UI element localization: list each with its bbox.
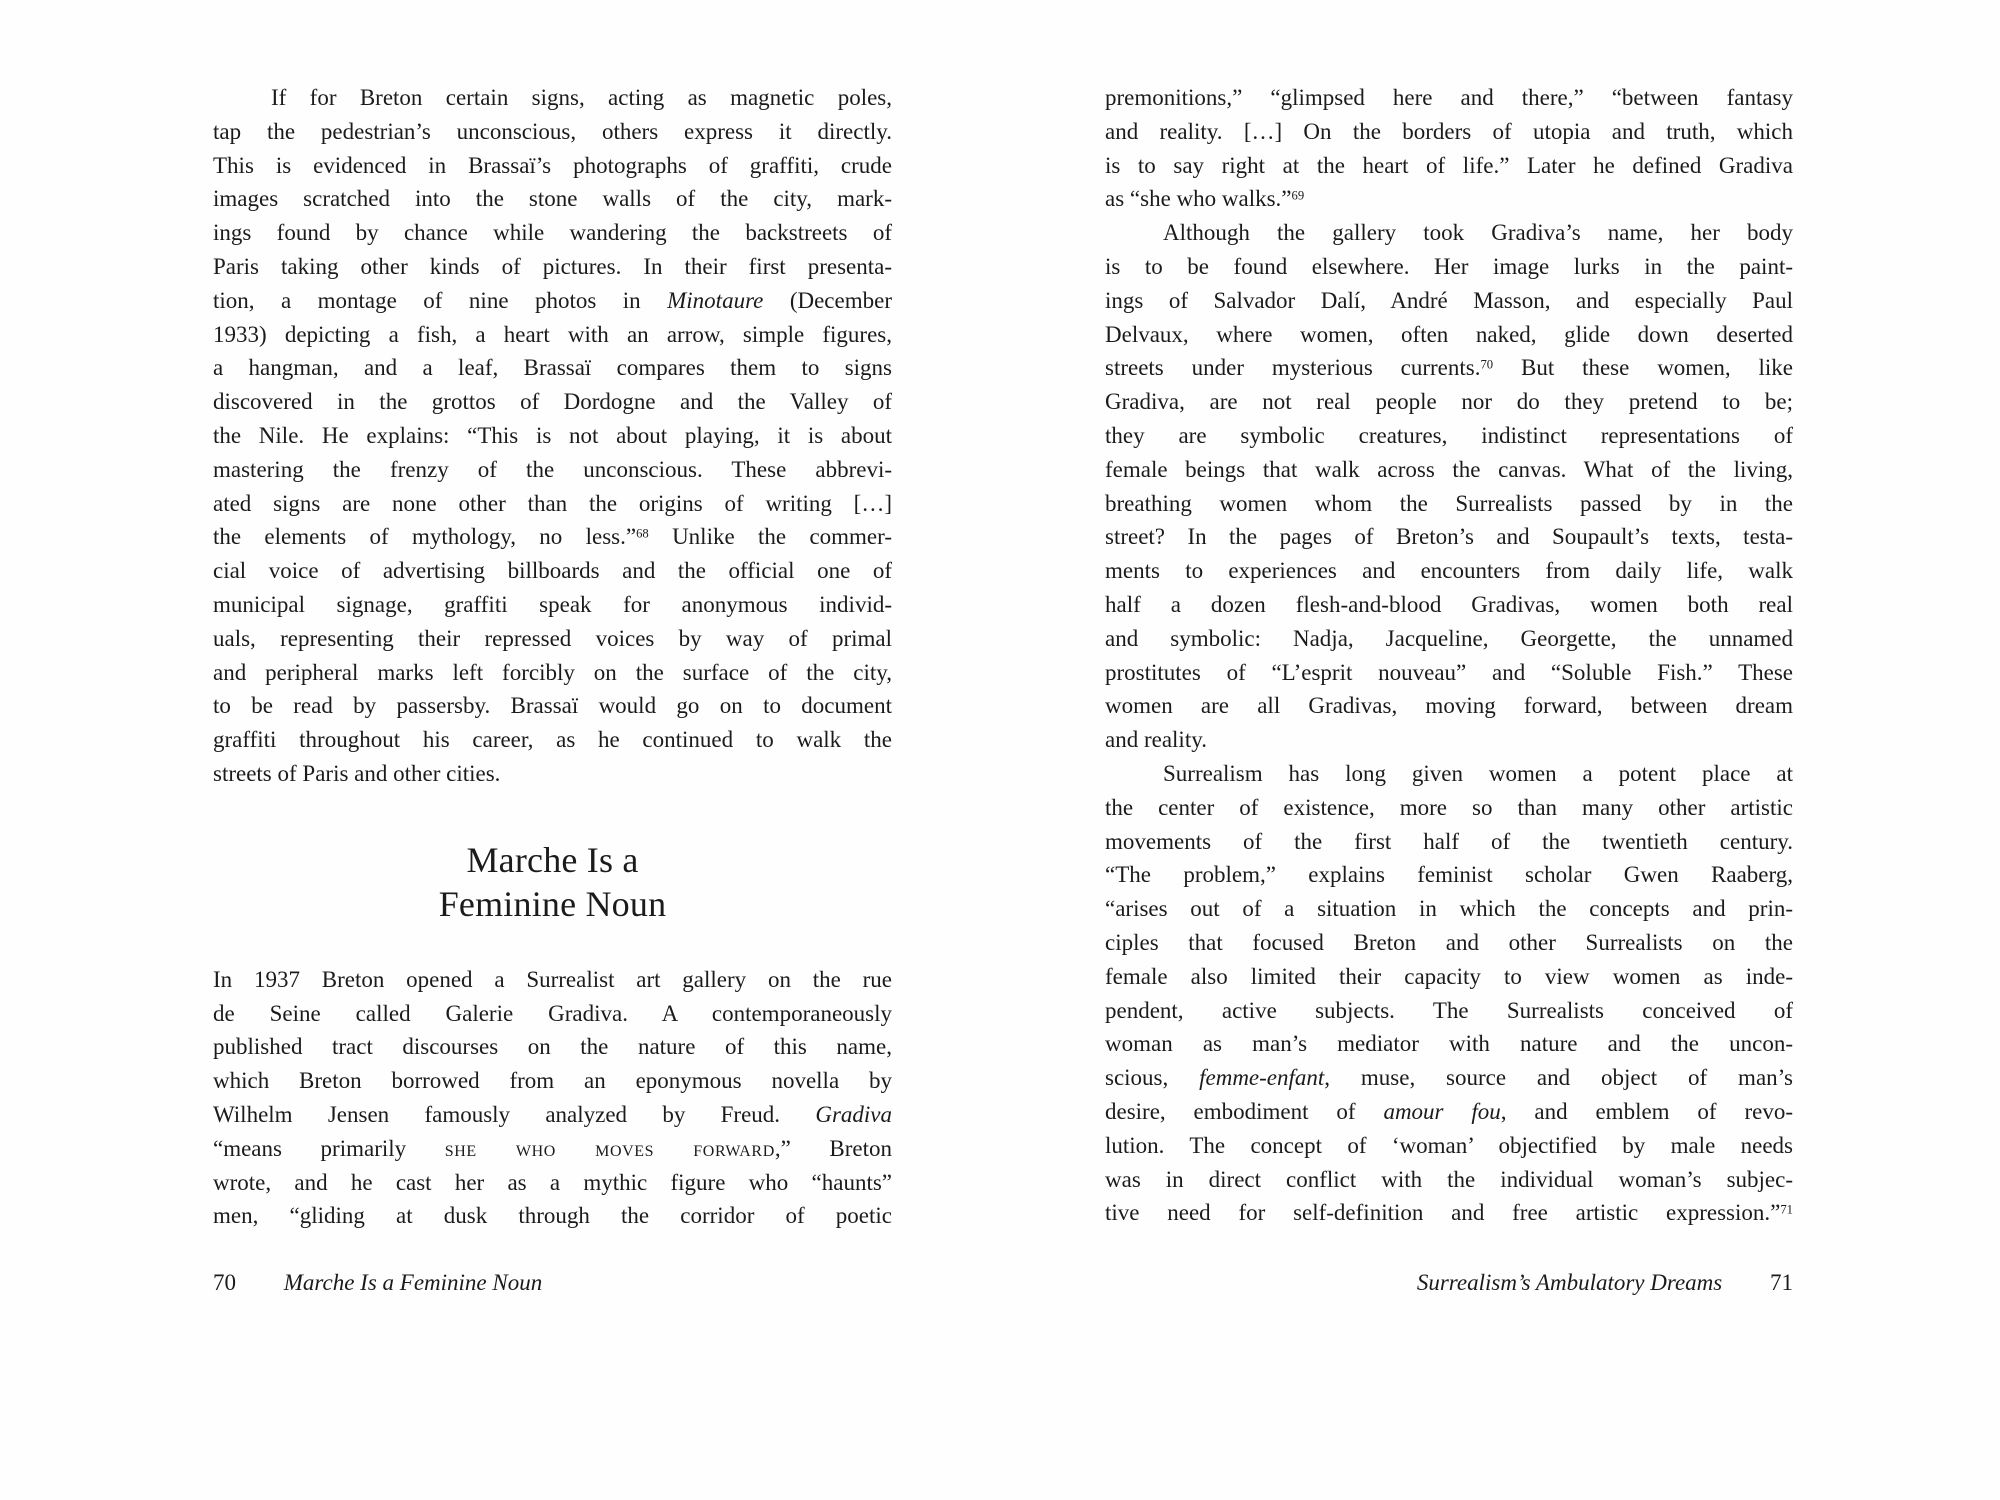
left-page-footer — [213, 1268, 892, 1298]
text-line: graffiti throughout his career, as he continued to walk the — [213, 727, 892, 753]
text-line: If for Breton certain signs, acting as magnetic poles, — [271, 85, 892, 110]
text-line: tive need for self-definition and free artistic expression.”$^{71}$ — [1105, 1200, 1793, 1226]
text-line: a hangman, and a leaf, Brassaï compares them to signs — [213, 355, 892, 381]
text-line: is to be found elsewhere. Her image lurks in the paint- — [1105, 253, 1793, 279]
left-page-number: 70 — [213, 1270, 236, 1295]
text-line: and reality. […] On the borders of utopia and truth, which — [1105, 118, 1793, 144]
text-line: discovered in the grottos of Dordogne and the Valley of — [213, 389, 892, 415]
text-line: wrote, and he cast her as a mythic figure who “haunts” — [213, 1169, 892, 1195]
section-heading-line-1: Marche Is a — [466, 839, 639, 880]
text-line: street? In the pages of Breton’s and Soupault’s texts, testa- — [1105, 524, 1793, 550]
text-line: which Breton borrowed from an eponymous novella by — [213, 1068, 892, 1094]
text-line: streets of Paris and other cities. — [213, 760, 501, 786]
text-line: Wilhelm Jensen famously analyzed by Freud. Gradiva — [213, 1101, 892, 1127]
text-line: Delvaux, where women, often naked, glide down deserted — [1105, 321, 1793, 347]
text-line: “means primarily she who moves forward,” Breton — [213, 1135, 892, 1161]
right-text-column — [1105, 81, 1793, 1230]
text-line: pendent, active subjects. The Surrealists conceived of — [1105, 997, 1793, 1023]
text-line: is to say right at the heart of life.” Later he defined Gradiva — [1105, 152, 1793, 178]
text-line: to be read by passersby. Brassaï would go on to document — [213, 693, 892, 719]
text-line: Paris taking other kinds of pictures. In their first presenta- — [213, 253, 892, 279]
text-line: ings of Salvador Dalí, André Masson, and especially Paul — [1105, 287, 1793, 313]
text-line: as “she who walks.”$^{69}$ — [1105, 186, 1305, 212]
left-paragraph-1 — [213, 81, 892, 791]
text-line: “The problem,” explains feminist scholar Gwen Raaberg, — [1105, 862, 1793, 888]
right-running-head: Surrealism’s Ambulatory Dreams — [1416, 1270, 1723, 1295]
text-line: This is evidenced in Brassaï’s photographs of graffiti, crude — [213, 152, 892, 178]
right-paragraph-3 — [1105, 757, 1793, 1230]
text-line: women are all Gradivas, moving forward, between dream — [1105, 693, 1793, 719]
text-line: the Nile. He explains: “This is not about playing, it is about — [213, 422, 892, 448]
text-line: the center of existence, more so than many other artistic — [1105, 794, 1793, 820]
text-line: municipal signage, graffiti speak for anonymous individ- — [213, 591, 892, 617]
text-line: female beings that walk across the canvas. What of the living, — [1105, 456, 1793, 482]
text-line: and reality. — [1105, 727, 1207, 753]
text-line: prostitutes of “L’esprit nouveau” and “Soluble Fish.” These — [1105, 659, 1793, 685]
text-line: they are symbolic creatures, indistinct representations of — [1105, 422, 1793, 448]
text-line: lution. The concept of ‘woman’ objectified by male needs — [1105, 1132, 1793, 1158]
text-line: ciples that focused Breton and other Surrealists on the — [1105, 929, 1793, 955]
text-line: scious, femme-enfant, muse, source and object of man’s — [1105, 1065, 1793, 1091]
text-line: men, “gliding at dusk through the corridor of poetic — [213, 1203, 892, 1229]
text-line: In 1937 Breton opened a Surrealist art gallery on the rue — [213, 966, 892, 992]
text-line: published tract discourses on the nature of this name, — [213, 1034, 892, 1060]
text-line: was in direct conflict with the individual woman’s subjec- — [1105, 1166, 1793, 1192]
text-line: ated signs are none other than the origins of writing […] — [213, 490, 892, 516]
text-line: breathing women whom the Surrealists passed by in the — [1105, 490, 1793, 516]
text-line: Gradiva, are not real people nor do they pretend to be; — [1105, 389, 1793, 415]
section-heading-line-2: Feminine Noun — [438, 883, 667, 924]
text-line: female also limited their capacity to view women as inde- — [1105, 963, 1793, 989]
right-page-number: 71 — [1770, 1270, 1793, 1295]
text-line: ings found by chance while wandering the backstreets of — [213, 220, 892, 246]
text-line: “arises out of a situation in which the concepts and prin- — [1105, 896, 1793, 922]
text-line: and symbolic: Nadja, Jacqueline, Georgette, the unnamed — [1105, 625, 1793, 651]
text-line: uals, representing their repressed voices by way of primal — [213, 625, 892, 651]
right-paragraph-2 — [1105, 216, 1793, 757]
text-line: premonitions,” “glimpsed here and there,” “between fantasy — [1105, 85, 1793, 110]
text-line: and peripheral marks left forcibly on the surface of the city, — [213, 659, 892, 685]
text-line: mastering the frenzy of the unconscious. These abbrevi- — [213, 456, 892, 482]
text-line: half a dozen flesh-and-blood Gradivas, women both real — [1105, 591, 1793, 617]
text-line: tap the pedestrian’s unconscious, others express it directly. — [213, 118, 892, 144]
text-line: 1933) depicting a fish, a heart with an arrow, simple figures, — [213, 321, 892, 347]
text-line: movements of the first half of the twentieth century. — [1105, 828, 1793, 854]
text-line: images scratched into the stone walls of the city, mark- — [213, 186, 892, 212]
left-text-column — [213, 81, 892, 1233]
left-paragraph-2 — [213, 963, 892, 1233]
right-paragraph-1 — [1105, 81, 1793, 216]
text-line: tion, a montage of nine photos in Minotaure (December — [213, 287, 892, 313]
text-line: the elements of mythology, no less.”$^{68}$ Unlike the commer- — [213, 524, 892, 550]
right-page-footer — [1105, 1268, 1793, 1298]
left-running-head: Marche Is a Feminine Noun — [283, 1270, 543, 1295]
text-line: streets under mysterious currents.$^{70}$ But these women, like — [1105, 355, 1793, 381]
text-line: Although the gallery took Gradiva’s name, her body — [1163, 220, 1793, 246]
section-heading — [213, 838, 892, 926]
text-line: woman as man’s mediator with nature and the uncon- — [1105, 1031, 1793, 1057]
text-line: cial voice of advertising billboards and the official one of — [213, 558, 892, 584]
text-line: de Seine called Galerie Gradiva. A contemporaneously — [213, 1000, 892, 1026]
text-line: Surrealism has long given women a potent place at — [1163, 760, 1793, 786]
text-line: ments to experiences and encounters from daily life, walk — [1105, 558, 1793, 584]
text-line: desire, embodiment of amour fou, and emblem of revo- — [1105, 1098, 1793, 1124]
